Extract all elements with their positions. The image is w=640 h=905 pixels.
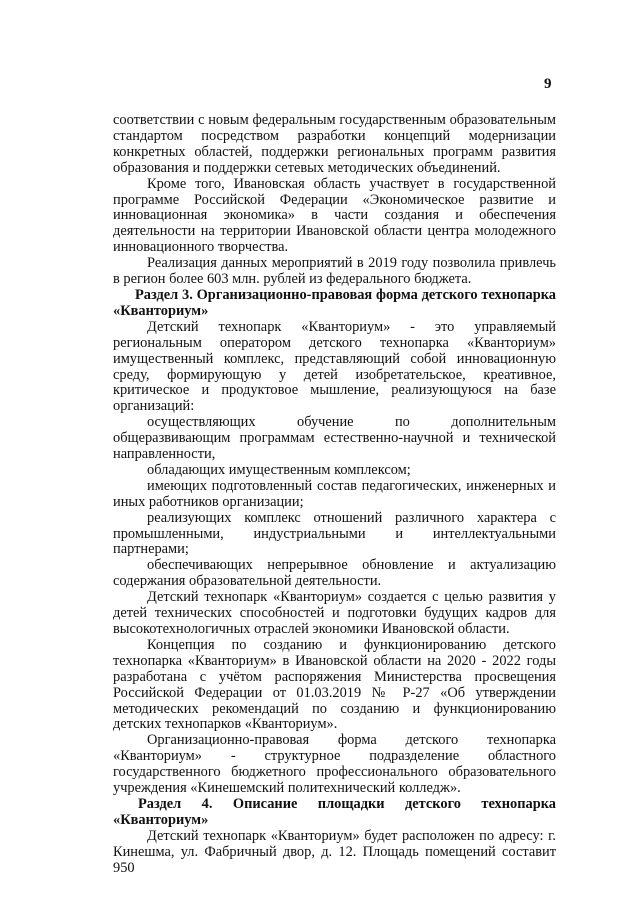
list-item-training: осуществляющих обучение по дополнительным общеразвивающим программам естественно-научной и технической направленности,: [113, 414, 556, 463]
paragraph-program: Кроме того, Ивановская область участвует в государственной программе Российской Федерации «Экономическое развитие и инновационная экономика» в части создания и обеспечения деятельности на территории Ивановской области центра молодежного инновационного творчества.: [113, 175, 556, 256]
paragraph-intro: соответствии с новым федеральным государственным образовательным стандартом посредством разработки концепций модернизации конкретных областей, поддержки региональных программ развития образования и поддержки сетевых методических объединений.: [113, 112, 556, 176]
paragraph-definition: Детский технопарк «Кванториум» - это управляемый региональным оператором детского технопарка «Кванториум» имущественный комплекс, представляющий собой инновационную среду, формирующую у детей изобретательское, креативное, критическое и продуктовое мышление, реализующуюся на базе организаций:: [113, 318, 556, 415]
section-4-heading: Раздел 4. Описание площадки детского технопарка «Кванториум»: [113, 795, 556, 828]
paragraph-location: Детский технопарк «Кванториум» будет расположен по адресу: г. Кинешма, ул. Фабричный двор, д. 12. Площадь помещений составит 950: [113, 827, 556, 876]
list-item-property: обладающих имущественным комплексом;: [147, 461, 411, 478]
page-number: 9: [544, 76, 552, 92]
list-item-staff: имеющих подготовленный состав педагогических, инженерных и иных работников организации;: [113, 477, 556, 510]
list-item-partners: реализующих комплекс отношений различного характера с промышленными, индустриальными и интеллектуальными партнерами;: [113, 509, 556, 558]
paragraph-concept: Концепция по созданию и функционированию детского технопарка «Кванториум» в Ивановской области на 2020 - 2022 годы разработана с учётом распоряжения Министерства просвещения Российской Федерации от 01.03.2019 № Р-27 «Об утверждении методических рекомендаций по созданию и функционированию детских технопарков «Кванториум».: [113, 636, 556, 733]
paragraph-legal-form: Организационно-правовая форма детского технопарка «Кванториум» - структурное подразделение областного государственного бюджетного профессионального образовательного учреждения «Кинешемский политехнический колледж».: [113, 732, 556, 797]
paragraph-funding: Реализация данных мероприятий в 2019 году позволила привлечь в регион более 603 млн. рублей из федерального бюджета.: [113, 255, 556, 288]
list-item-updating: обеспечивающих непрерывное обновление и актуализацию содержания образовательной деятельности.: [113, 557, 556, 590]
page-body: [113, 113, 556, 877]
paragraph-purpose: Детский технопарк «Кванториум» создается с целью развития у детей технических способностей и подготовки будущих кадров для высокотехнологичных отраслей экономики Ивановской области.: [113, 589, 556, 637]
section-3-heading: Раздел 3. Организационно-правовая форма детского технопарка «Кванториум»: [113, 286, 556, 319]
